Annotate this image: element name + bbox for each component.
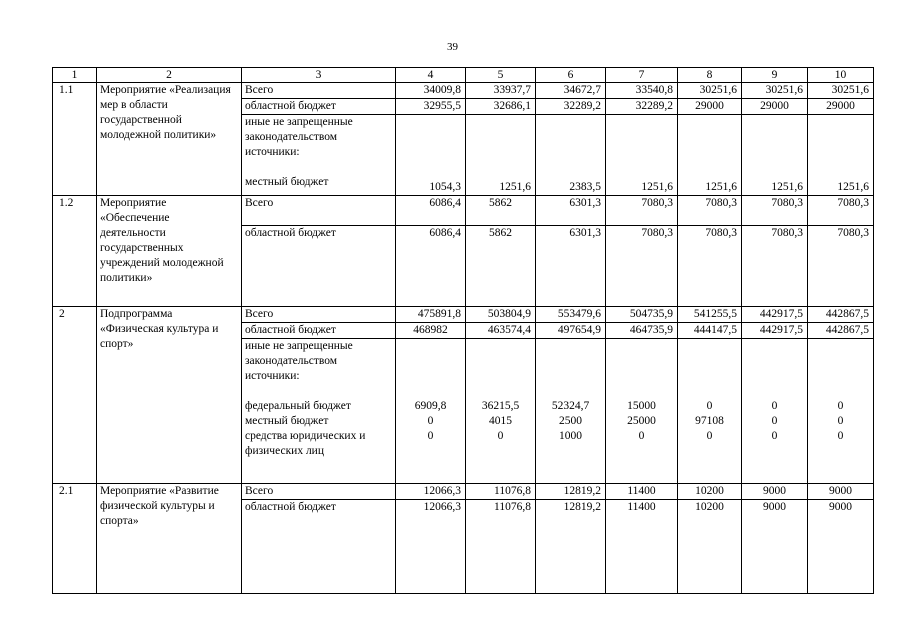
value-cell: 12066,3 (396, 500, 466, 594)
value-cell: 4015 (489, 415, 512, 427)
value-cell: 0 (837, 430, 844, 442)
value-cell: 10200 (678, 500, 742, 594)
value-cell: 7080,3 (678, 196, 742, 226)
value-cell: 32289,2 (536, 99, 606, 115)
budget-table (52, 67, 874, 594)
source-label: местный бюджет (245, 176, 329, 188)
value-cell: 34672,7 (536, 83, 606, 99)
source-cell (242, 339, 396, 484)
value-cell: 541255,5 (678, 307, 742, 323)
value-cell: 1251,6 (466, 115, 536, 196)
value-cell: 7080,3 (742, 226, 808, 307)
value-cell: 25000 (627, 415, 656, 427)
table-row (53, 83, 874, 99)
value-cell: 1251,6 (606, 115, 678, 196)
source-label: средства юридических и физических лиц (245, 430, 366, 457)
value-cell: 9000 (742, 484, 808, 500)
value-cell: 9000 (742, 500, 808, 594)
source-label: областной бюджет (242, 500, 396, 594)
value-cell: 7080,3 (606, 226, 678, 307)
header-cell: 6 (536, 68, 606, 83)
row-code: 1.1 (53, 83, 97, 196)
source-label: иные не запрещенные законодательством источники: (245, 116, 353, 158)
header-cell: 3 (242, 68, 396, 83)
source-cell (242, 115, 396, 196)
header-cell: 4 (396, 68, 466, 83)
value-cell: 0 (837, 415, 844, 427)
value-cell: 468982 (396, 323, 466, 339)
value-cell: 11076,8 (466, 500, 536, 594)
value-cell: 97108 (695, 415, 724, 427)
value-cell: 442917,5 (742, 323, 808, 339)
value-cell: 5862 (466, 196, 536, 226)
value-cell: 32686,1 (466, 99, 536, 115)
value-cell: 475891,8 (396, 307, 466, 323)
value-cell: 12066,3 (396, 484, 466, 500)
value-cell: 6086,4 (396, 196, 466, 226)
row-title: Мероприятие «Реализация мер в области государственной молодежной политики» (97, 83, 242, 196)
value-cell: 11076,8 (466, 484, 536, 500)
value-cell: 497654,9 (536, 323, 606, 339)
value-cell: 0 (771, 400, 778, 412)
source-label: Всего (242, 307, 396, 323)
value-cell: 12819,2 (536, 500, 606, 594)
value-cell: 0 (771, 430, 778, 442)
value-cell: 6301,3 (536, 226, 606, 307)
value-cell: 442867,5 (808, 323, 874, 339)
value-cell: 36215,5 (481, 400, 520, 412)
value-group (678, 339, 742, 484)
value-group (808, 339, 874, 484)
source-label: иные не запрещенные законодательством источники: (245, 340, 353, 382)
value-cell: 463574,4 (466, 323, 536, 339)
value-cell: 1251,6 (808, 115, 874, 196)
value-cell: 30251,6 (742, 83, 808, 99)
page-number: 39 (447, 41, 458, 53)
value-cell: 6301,3 (536, 196, 606, 226)
value-cell: 52324,7 (551, 400, 590, 412)
source-label: местный бюджет (245, 415, 329, 427)
source-label: федеральный бюджет (245, 400, 351, 412)
value-cell: 7080,3 (606, 196, 678, 226)
row-code: 2.1 (53, 484, 97, 594)
value-cell: 464735,9 (606, 323, 678, 339)
value-cell: 0 (497, 430, 504, 442)
value-group (606, 339, 678, 484)
value-cell: 33540,8 (606, 83, 678, 99)
value-cell: 503804,9 (466, 307, 536, 323)
value-cell: 30251,6 (678, 83, 742, 99)
value-cell: 9000 (808, 500, 874, 594)
header-row (53, 68, 874, 83)
row-title: Мероприятие «Развитие физической культуры и спорта» (97, 484, 242, 594)
table-row (53, 196, 874, 226)
value-cell: 2500 (559, 415, 582, 427)
value-cell: 442917,5 (742, 307, 808, 323)
value-cell: 12819,2 (536, 484, 606, 500)
table-row (53, 484, 874, 500)
source-label: областной бюджет (242, 226, 396, 307)
value-cell: 553479,6 (536, 307, 606, 323)
value-cell: 32955,5 (396, 99, 466, 115)
value-cell: 0 (638, 430, 645, 442)
value-cell: 504735,9 (606, 307, 678, 323)
value-cell: 7080,3 (742, 196, 808, 226)
header-cell: 5 (466, 68, 536, 83)
value-cell: 29000 (742, 99, 808, 115)
source-label: областной бюджет (242, 323, 396, 339)
value-cell: 442867,5 (808, 307, 874, 323)
value-cell: 7080,3 (808, 196, 874, 226)
source-label: областной бюджет (242, 99, 396, 115)
source-label: Всего (242, 196, 396, 226)
value-cell: 5862 (466, 226, 536, 307)
value-cell: 33937,7 (466, 83, 536, 99)
source-label: Всего (242, 484, 396, 500)
value-cell: 1251,6 (742, 115, 808, 196)
table-row (53, 307, 874, 323)
row-title: Мероприятие «Обеспечение деятельности государственных учреждений молодежной политики» (97, 196, 242, 307)
value-cell: 0 (427, 430, 434, 442)
value-cell: 32289,2 (606, 99, 678, 115)
value-cell: 29000 (808, 99, 874, 115)
header-cell: 2 (97, 68, 242, 83)
value-cell: 15000 (627, 400, 656, 412)
header-cell: 10 (808, 68, 874, 83)
value-cell: 1054,3 (396, 115, 466, 196)
value-cell: 0 (771, 415, 778, 427)
row-code: 1.2 (53, 196, 97, 307)
value-cell: 6909,8 (414, 400, 447, 412)
row-title: Подпрограмма «Физическая культура и спорт» (97, 307, 242, 484)
value-cell: 0 (706, 430, 713, 442)
value-cell: 7080,3 (808, 226, 874, 307)
value-cell: 34009,8 (396, 83, 466, 99)
header-cell: 8 (678, 68, 742, 83)
row-code: 2 (53, 307, 97, 484)
value-cell: 9000 (808, 484, 874, 500)
value-cell: 11400 (606, 484, 678, 500)
source-label: Всего (242, 83, 396, 99)
value-cell: 444147,5 (678, 323, 742, 339)
header-cell: 1 (53, 68, 97, 83)
value-cell: 0 (837, 400, 844, 412)
value-cell: 30251,6 (808, 83, 874, 99)
value-group (466, 339, 536, 484)
value-cell: 29000 (678, 99, 742, 115)
value-cell: 1000 (559, 430, 582, 442)
value-cell: 7080,3 (678, 226, 742, 307)
header-cell: 7 (606, 68, 678, 83)
value-group (396, 339, 466, 484)
value-cell: 1251,6 (678, 115, 742, 196)
value-cell: 10200 (678, 484, 742, 500)
value-cell: 6086,4 (396, 226, 466, 307)
value-cell: 11400 (606, 500, 678, 594)
value-group (536, 339, 606, 484)
header-cell: 9 (742, 68, 808, 83)
value-cell: 0 (706, 400, 713, 412)
value-cell: 2383,5 (536, 115, 606, 196)
value-cell: 0 (427, 415, 434, 427)
value-group (742, 339, 808, 484)
